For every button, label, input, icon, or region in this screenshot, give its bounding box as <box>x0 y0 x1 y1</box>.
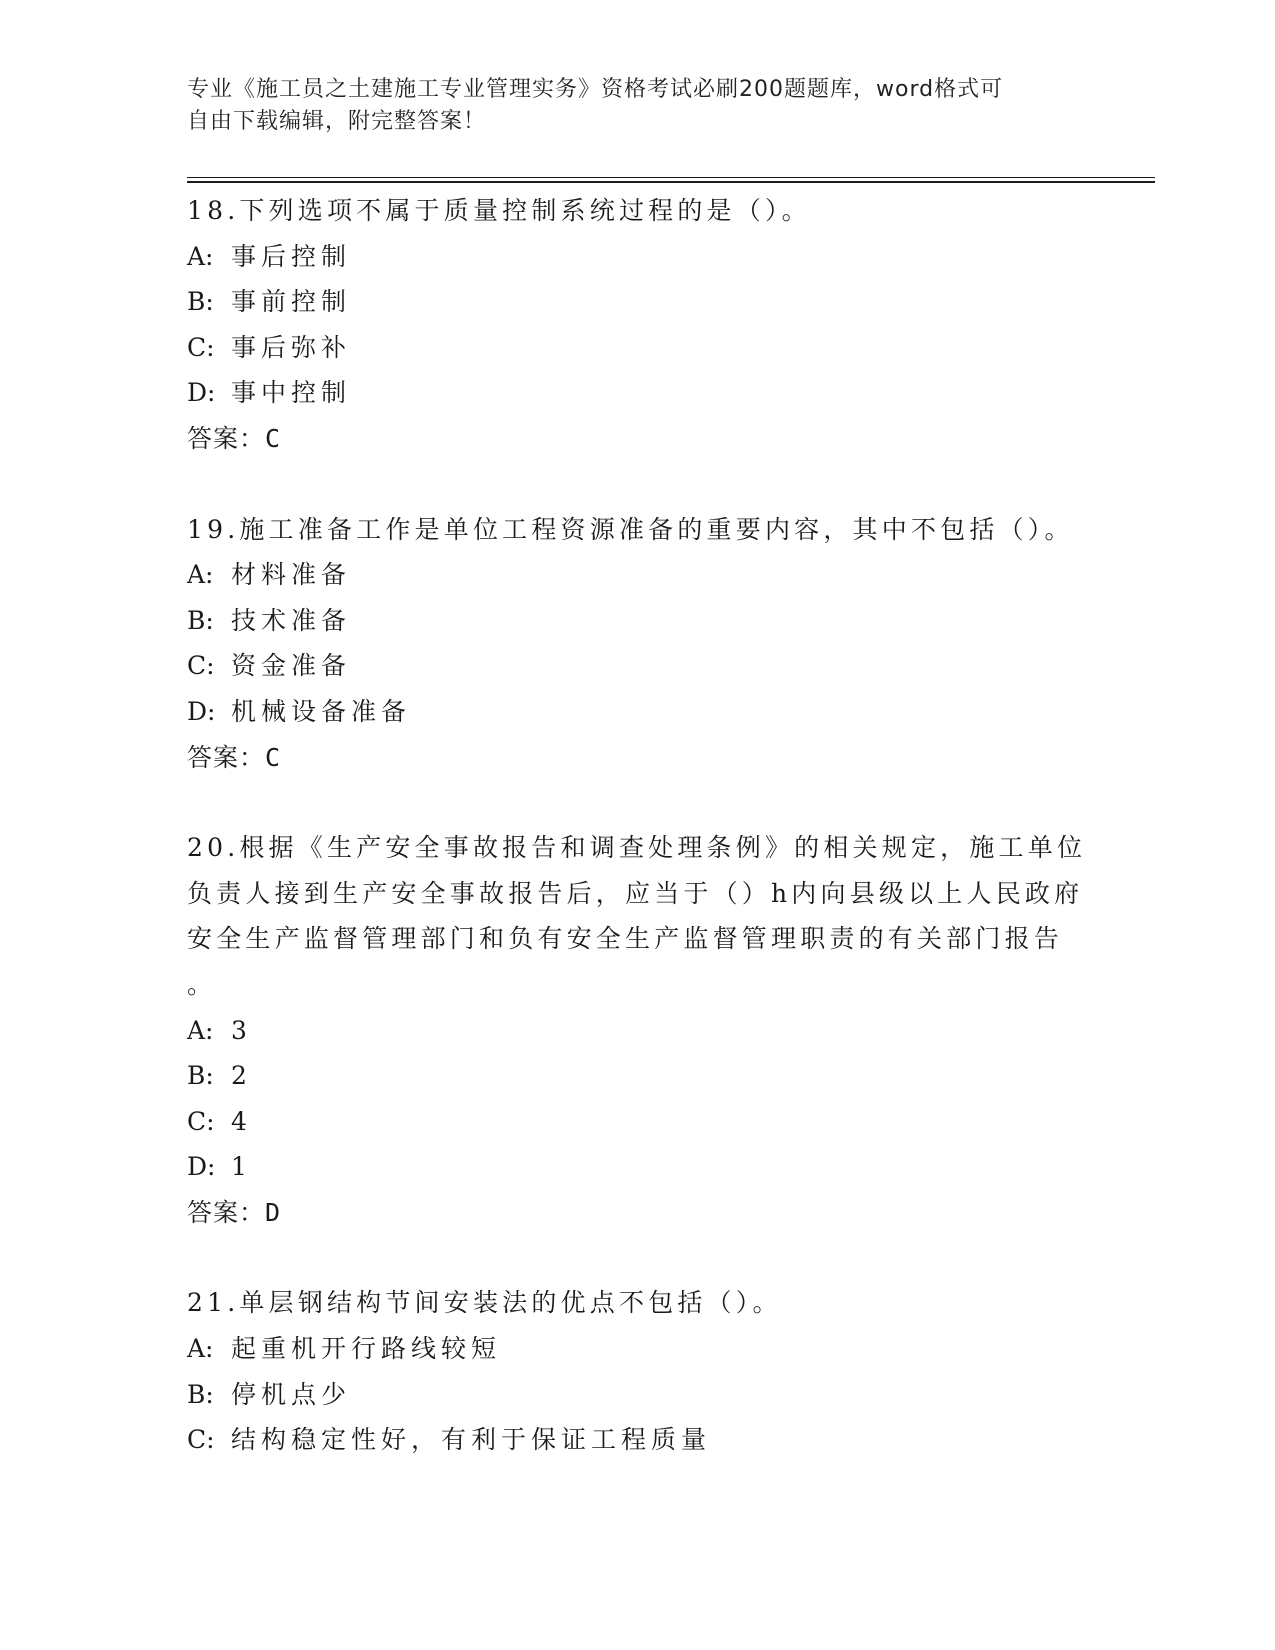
option-text: 起重机开行路线较短 <box>231 1334 502 1364</box>
option-d <box>187 689 1087 735</box>
answer-line <box>187 416 1087 462</box>
option-a <box>187 1326 1087 1372</box>
option-letter: D: <box>187 378 216 408</box>
option-text: 材料准备 <box>231 560 352 590</box>
question-list <box>187 188 1087 1508</box>
option-a <box>187 552 1087 598</box>
option-a <box>187 1008 1087 1054</box>
question-21 <box>187 1280 1087 1462</box>
option-letter: B: <box>187 1379 214 1409</box>
answer-line <box>187 735 1087 781</box>
option-letter: B: <box>187 1061 214 1091</box>
option-text: 停机点少 <box>231 1379 352 1409</box>
question-stem-line-3: 安全生产监督管理部门和负有安全生产监督管理职责的有关部门报告 <box>187 924 1064 954</box>
question-19 <box>187 507 1087 781</box>
option-letter: A: <box>187 1015 214 1045</box>
question-18 <box>187 188 1087 462</box>
option-letter: D: <box>187 1152 216 1182</box>
header-divider-thick <box>187 181 1155 183</box>
answer-label: 答案： <box>187 1197 266 1227</box>
option-d <box>187 370 1087 416</box>
option-c <box>187 1099 1087 1145</box>
answer-label: 答案： <box>187 423 266 453</box>
option-letter: A: <box>187 241 214 271</box>
header-line-1: 专业《施工员之土建施工专业管理实务》资格考试必刷200题题库，word格式可 <box>187 77 1004 102</box>
option-b <box>187 1372 1087 1418</box>
option-letter: A: <box>187 1334 214 1364</box>
option-c <box>187 643 1087 689</box>
option-text: 结构稳定性好，有利于保证工程质量 <box>231 1425 712 1455</box>
answer-value: D <box>265 1197 282 1227</box>
option-letter: A: <box>187 560 214 590</box>
question-stem: 19.施工准备工作是单位工程资源准备的重要内容，其中不包括（）。 <box>187 514 1074 544</box>
option-c <box>187 1417 1087 1463</box>
option-text: 4 <box>231 1106 252 1136</box>
option-text: 1 <box>231 1152 252 1182</box>
option-letter: C: <box>187 1106 215 1136</box>
option-text: 事中控制 <box>231 378 352 408</box>
question-stem-line-4: 。 <box>187 969 217 999</box>
option-d <box>187 1144 1087 1190</box>
option-text: 资金准备 <box>231 651 352 681</box>
answer-line <box>187 1190 1087 1236</box>
option-b <box>187 279 1087 325</box>
answer-label: 答案： <box>187 742 266 772</box>
option-text: 3 <box>231 1015 252 1045</box>
header-line-2: 自由下载编辑，附完整答案！ <box>187 109 487 134</box>
answer-value: C <box>265 423 282 453</box>
question-stem-line-2: 负责人接到生产安全事故报告后，应当于（）h内向县级以上人民政府 <box>187 878 1084 908</box>
option-c <box>187 325 1087 371</box>
option-letter: C: <box>187 651 215 681</box>
option-text: 机械设备准备 <box>231 696 412 726</box>
option-b <box>187 1053 1087 1099</box>
option-text: 事后控制 <box>231 241 352 271</box>
answer-value: C <box>265 742 282 772</box>
option-text: 事后弥补 <box>231 332 352 362</box>
option-b <box>187 598 1087 644</box>
question-stem-line-1: 20.根据《生产安全事故报告和调查处理条例》的相关规定，施工单位 <box>187 833 1087 863</box>
option-text: 2 <box>231 1061 252 1091</box>
option-text: 技术准备 <box>231 605 352 635</box>
option-a <box>187 234 1087 280</box>
option-letter: C: <box>187 332 215 362</box>
header-divider-thin <box>187 177 1155 178</box>
option-letter: B: <box>187 605 214 635</box>
question-stem: 21.单层钢结构节间安装法的优点不包括（）。 <box>187 1288 782 1318</box>
option-letter: B: <box>187 287 214 317</box>
option-text: 事前控制 <box>231 287 352 317</box>
question-stem: 18.下列选项不属于质量控制系统过程的是（）。 <box>187 196 811 225</box>
option-letter: D: <box>187 696 216 726</box>
option-letter: C: <box>187 1425 215 1455</box>
document-header <box>187 74 1087 138</box>
question-20 <box>187 825 1087 1235</box>
